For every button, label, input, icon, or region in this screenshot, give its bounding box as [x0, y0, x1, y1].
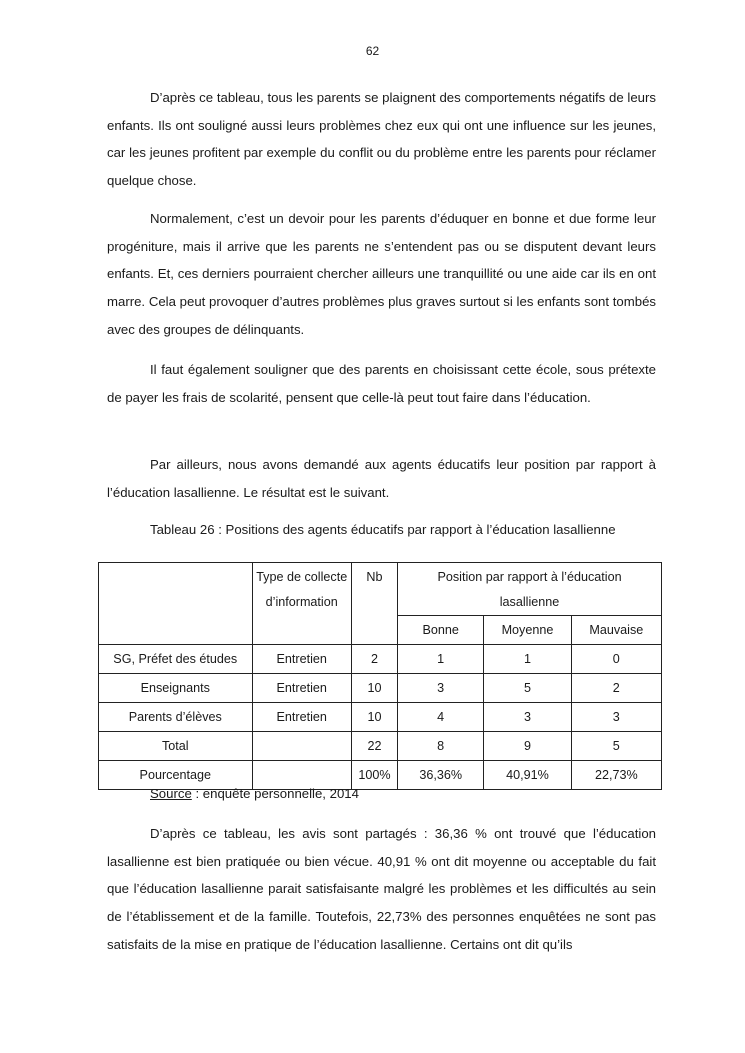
row-type [252, 732, 351, 761]
row-label: Pourcentage [99, 761, 253, 790]
row-nb: 22 [351, 732, 397, 761]
table-header-row [99, 563, 662, 616]
table-header-moyenne: Moyenne [484, 616, 571, 645]
table-row [99, 732, 662, 761]
row-type: Entretien [252, 645, 351, 674]
row-mauvaise: 22,73% [571, 761, 661, 790]
table-caption: Tableau 26 : Positions des agents éducatifs par rapport à l’éducation lasallienne [150, 522, 616, 537]
paragraph-5: D’après ce tableau, les avis sont partagés : 36,36 % ont trouvé que l’éducation lasallienne est bien pratiquée ou bien vécue. 40,91 % ont dit moyenne ou acceptable du fait que l’éducation lasallienne parait satisfaisante malgré les problèmes et les difficultés au sein de l’établissement et de la famille. Toutefois, 22,73% des personnes enquêtées ne sont pas satisfaits de la mise en pratique de l’éducation lasallienne. Certains ont dit qu’ils [107, 826, 656, 952]
row-mauvaise: 0 [571, 645, 661, 674]
source-label: Source [150, 786, 192, 801]
row-nb: 2 [351, 645, 397, 674]
row-moyenne: 3 [484, 703, 571, 732]
row-bonne: 3 [398, 674, 484, 703]
row-label: SG, Préfet des études [99, 645, 253, 674]
table-header-mauvaise: Mauvaise [571, 616, 661, 645]
table-source [150, 786, 359, 801]
row-nb: 10 [351, 674, 397, 703]
row-label: Parents d’élèves [99, 703, 253, 732]
page-number: 62 [365, 44, 380, 58]
table-header-position: Position par rapport à l’éducation lasallienne [398, 563, 662, 616]
table-row [99, 645, 662, 674]
table-header-type: Type de collecte d’information [252, 563, 351, 645]
source-text: : enquête personnelle, 2014 [191, 786, 359, 801]
row-type: Entretien [252, 674, 351, 703]
row-moyenne: 40,91% [484, 761, 571, 790]
table-header-empty [99, 563, 253, 645]
row-moyenne: 5 [484, 674, 571, 703]
table-row [99, 674, 662, 703]
row-moyenne: 1 [484, 645, 571, 674]
row-bonne: 8 [398, 732, 484, 761]
table-row [99, 703, 662, 732]
row-moyenne: 9 [484, 732, 571, 761]
row-mauvaise: 3 [571, 703, 661, 732]
row-nb: 100% [351, 761, 397, 790]
row-label: Total [99, 732, 253, 761]
row-bonne: 4 [398, 703, 484, 732]
positions-table [98, 562, 662, 790]
row-mauvaise: 5 [571, 732, 661, 761]
row-bonne: 36,36% [398, 761, 484, 790]
table-header-bonne: Bonne [398, 616, 484, 645]
paragraph-1: D’après ce tableau, tous les parents se plaignent des comportements négatifs de leurs enfants. Ils ont souligné aussi leurs problèmes chez eux qui ont une influence sur les jeunes, car les jeunes profitent par exemple du conflit ou du problème entre les parents pour réclamer quelque chose. [107, 90, 656, 189]
row-type: Entretien [252, 703, 351, 732]
paragraph-4: Par ailleurs, nous avons demandé aux agents éducatifs leur position par rapport à l’éducation lasallienne. Le résultat est le suivant. [107, 457, 656, 500]
paragraph-3: Il faut également souligner que des parents en choisissant cette école, sous prétexte de payer les frais de scolarité, pensent que celle-là peut tout faire dans l’éducation. [107, 362, 656, 405]
row-label: Enseignants [99, 674, 253, 703]
row-nb: 10 [351, 703, 397, 732]
table-header-nb: Nb [351, 563, 397, 645]
paragraph-2: Normalement, c’est un devoir pour les parents d’éduquer en bonne et due forme leur progéniture, mais il arrive que les parents ne s’entendent pas ou se disputent devant leurs enfants. Et, ces derniers pourraient chercher ailleurs une tranquillité ou une aide car ils en ont marre. Cela peut provoquer d’autres problèmes plus graves surtout si les enfants sont tombés avec des groupes de délinquants. [107, 211, 656, 337]
row-bonne: 1 [398, 645, 484, 674]
row-mauvaise: 2 [571, 674, 661, 703]
